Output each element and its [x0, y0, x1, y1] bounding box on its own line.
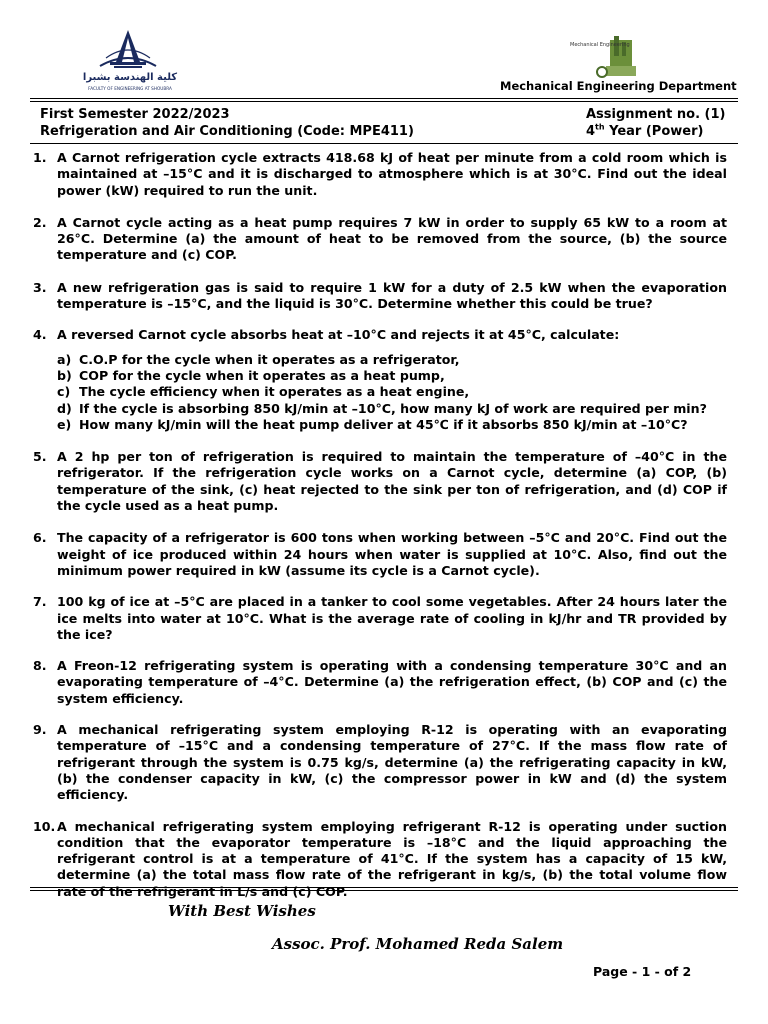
part-letter: d)	[57, 400, 72, 416]
question-list	[33, 150, 727, 900]
question-2	[33, 215, 727, 264]
department-name: Mechanical Engineering Department	[500, 79, 737, 93]
faculty-emblem-icon	[100, 30, 156, 68]
header-divider	[30, 143, 738, 144]
year-number: 4	[586, 124, 596, 139]
question-number: 4.	[33, 327, 47, 343]
question-text: A Carnot refrigeration cycle extracts 418.68 kJ of heat per minute from a cold room which is maintained at –15°C and it is discharged to atmosphere which is at 30°C. Find out the ideal power (kW) required to run the unit.	[57, 150, 727, 198]
part-text: C.O.P for the cycle when it operates as a refrigerator,	[79, 351, 460, 367]
question-text: A new refrigeration gas is said to require 1 kW for a duty of 2.5 kW when the evaporation temperature is –15°C, and the liquid is 30°C. Determine whether this could be true?	[57, 279, 727, 312]
question-4	[33, 327, 727, 433]
question-5	[33, 449, 727, 514]
part-text: If the cycle is absorbing 850 kJ/min at –10°C, how many kJ of work are required per min?	[79, 400, 707, 416]
header-rule-bottom	[30, 101, 738, 102]
footer-rule-bottom	[30, 890, 738, 891]
question-number: 6.	[33, 530, 47, 546]
question-8	[33, 658, 727, 707]
question-9	[33, 722, 727, 803]
question-text: A Freon-12 refrigerating system is operating with a condensing temperature 30°C and an evaporating temperature of –4°C. Determine (a) the refrigeration effect, (b) COP and (c) the system efficiency.	[57, 658, 727, 706]
part-letter: e)	[57, 416, 72, 432]
question-text: A mechanical refrigerating system employing R-12 is operating with an evaporating temperature of –15°C and a condensing temperature of 27°C. If the mass flow rate of refrigerant through the system is 0.75 kg/s, determine (a) the refrigerating capacity in kW, (b) the condenser capacity in kW, (c) the compressor power in kW and (d) the system efficiency.	[57, 722, 727, 803]
question-7	[33, 594, 727, 643]
assignment-number: Assignment no. (1)	[586, 107, 726, 122]
question-text: A Carnot cycle acting as a heat pump requires 7 kW in order to supply 65 kW to a room at 26°C. Determine (a) the amount of heat to be removed from the source, (b) the source temperature and (c) COP.	[57, 214, 727, 263]
question-4-part-e	[57, 417, 727, 433]
question-number: 3.	[33, 279, 47, 295]
part-text: How many kJ/min will the heat pump deliver at 45℃ if it absorbs 850 kJ/min at –10°C?	[79, 416, 688, 432]
footer-rule-top	[30, 887, 738, 888]
question-1	[33, 150, 727, 199]
academic-year	[586, 124, 703, 139]
year-ordinal: th	[595, 122, 605, 132]
part-text: The cycle efficiency when it operates as a heat engine,	[79, 384, 470, 400]
question-number: 7.	[33, 594, 47, 610]
question-text: A reversed Carnot cycle absorbs heat at –10°C and rejects it at 45°C, calculate:	[57, 327, 620, 343]
gear-icon	[597, 67, 607, 77]
svg-text:FACULTY OF ENGINEERING AT SHOU: FACULTY OF ENGINEERING AT SHOUBRA	[88, 86, 172, 91]
question-number: 1.	[33, 150, 47, 165]
course-title: Refrigeration and Air Conditioning (Code: MPE411)	[40, 124, 414, 139]
semester: First Semester 2022/2023	[40, 107, 230, 122]
closing-wishes: With Best Wishes	[168, 902, 316, 920]
question-text: The capacity of a refrigerator is 600 tons when working between –5°C and 20°C. Find out the weight of ice produced within 24 hours when water is supplied at 10°C. Also, find out the minimum power required in kW (assume its cycle is a Carnot cycle).	[57, 530, 727, 578]
question-4-parts	[57, 352, 727, 433]
part-letter: c)	[57, 384, 71, 400]
question-6	[33, 530, 727, 579]
question-number: 8.	[33, 658, 47, 674]
question-text: A 2 hp per ton of refrigeration is required to maintain the temperature of –40°C in the refrigerator. If the refrigeration cycle works on a Carnot cycle, determine (a) COP, (b) temperature of the sink, (c) heat rejected to the sink per ton of refrigeration, and (d) COP if the cycle used as a heat pump.	[57, 449, 727, 514]
question-4-part-d	[57, 401, 727, 417]
header-rule-top	[30, 98, 738, 99]
question-3	[33, 280, 727, 313]
faculty-logo	[70, 28, 190, 94]
page-number: Page - 1 - of 2	[593, 964, 692, 979]
question-text: 100 kg of ice at –5°C are placed in a tanker to cool some vegetables. After 24 hours later the ice melts into water at 10°C. What is the average rate of cooling in kJ/hr and TR provided by the ice?	[57, 594, 727, 642]
department-logo	[566, 36, 640, 80]
signature-name: Assoc. Prof. Mohamed Reda Salem	[272, 935, 564, 953]
question-number: 2.	[33, 214, 47, 230]
svg-text:كلية الهندسة بشبرا: كلية الهندسة بشبرا	[82, 72, 178, 83]
question-number: 10.	[33, 818, 56, 834]
year-label: Year (Power)	[604, 124, 704, 139]
question-number: 5.	[33, 449, 47, 465]
question-number: 9.	[33, 722, 47, 738]
question-4-part-a	[57, 352, 727, 368]
question-4-part-b	[57, 368, 727, 384]
part-letter: b)	[57, 367, 72, 383]
part-text: COP for the cycle when it operates as a heat pump,	[79, 367, 445, 383]
svg-text:Mechanical Engineering: Mechanical Engineering	[570, 42, 630, 48]
question-4-part-c	[57, 384, 727, 400]
question-text: A mechanical refrigerating system employing refrigerant R-12 is operating under suction condition that the evaporator temperature is –18°C and the liquid approaching the refrigerant control is at a temperature of 41°C. If the system has a capacity of 15 kW, determine (a) the total mass flow rate of the refrigerant in kg/s, (b) the total volume flow rate of the refrigerant in L/s and (c) COP.	[57, 818, 727, 899]
part-letter: a)	[57, 351, 72, 367]
